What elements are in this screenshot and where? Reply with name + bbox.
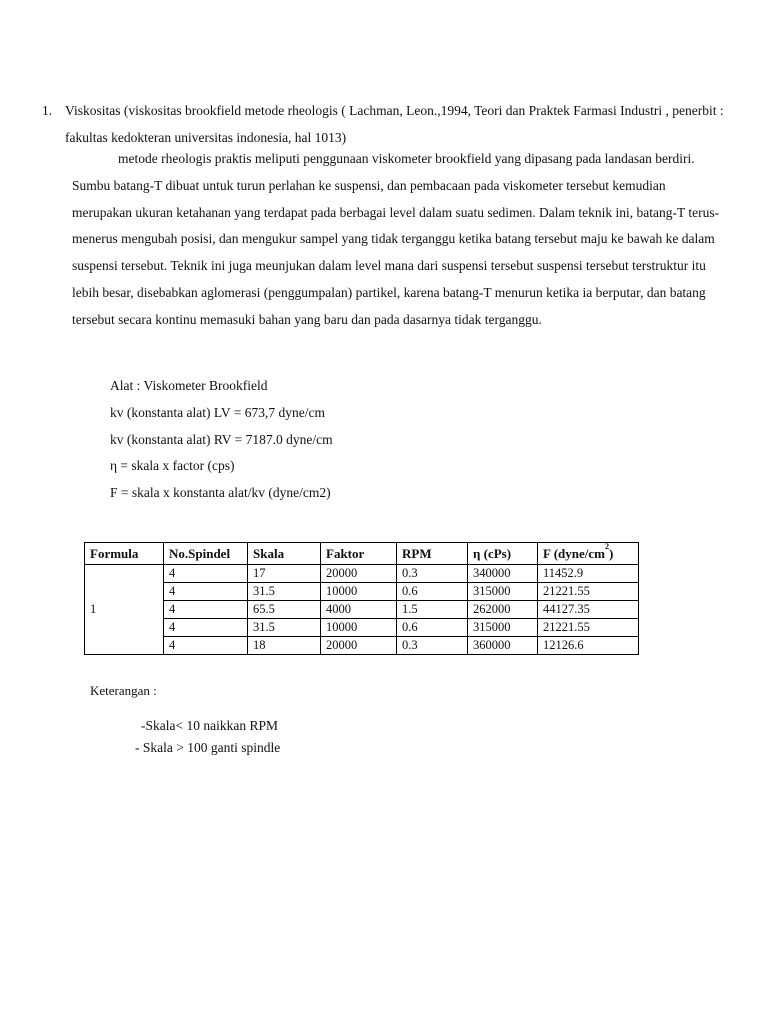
notes-list: [135, 715, 280, 758]
viscosity-table: [84, 542, 639, 655]
spec-line-alat: Alat : Viskometer Brookfield: [110, 378, 268, 393]
table-header-row: [85, 543, 639, 565]
header-rpm: RPM: [397, 543, 468, 565]
cell-spindel: 4: [164, 619, 248, 637]
cell-skala: 65.5: [248, 601, 321, 619]
header-eta: η (cPs): [468, 543, 538, 565]
cell-eta: 262000: [468, 601, 538, 619]
cell-f: 21221.55: [538, 619, 639, 637]
table-row: [85, 583, 639, 601]
header-spindel: No.Spindel: [164, 543, 248, 565]
header-f: [538, 543, 639, 565]
section-title: Viskositas (viskositas brookfield metode rheologis ( Lachman, Leon.,1994, Teori dan Praktek Farmasi Industri , penerbit : fakultas kedokteran universitas indonesia, hal 1013): [65, 103, 724, 145]
instrument-specs: [110, 373, 333, 507]
cell-rpm: 0.6: [397, 619, 468, 637]
table-row: [85, 637, 639, 655]
notes-title: Keterangan :: [90, 683, 157, 698]
cell-faktor: 10000: [321, 619, 397, 637]
header-f-label: F (dyne/cm: [543, 546, 605, 561]
formula-cell: 1: [85, 565, 164, 655]
note-item: - Skala > 100 ganti spindle: [135, 739, 281, 755]
cell-skala: 17: [248, 565, 321, 583]
cell-spindel: 4: [164, 601, 248, 619]
cell-faktor: 20000: [321, 637, 397, 655]
cell-eta: 315000: [468, 619, 538, 637]
cell-spindel: 4: [164, 637, 248, 655]
cell-f: 21221.55: [538, 583, 639, 601]
cell-eta: 360000: [468, 637, 538, 655]
cell-faktor: 4000: [321, 601, 397, 619]
header-faktor: Faktor: [321, 543, 397, 565]
cell-eta: 315000: [468, 583, 538, 601]
header-skala: Skala: [248, 543, 321, 565]
cell-skala: 31.5: [248, 583, 321, 601]
spec-line-f-formula: F = skala x konstanta alat/kv (dyne/cm2): [110, 485, 331, 501]
cell-f: 11452.9: [538, 565, 639, 583]
spec-line-eta-formula: η = skala x factor (cps): [110, 458, 235, 474]
table-row: [85, 601, 639, 619]
cell-rpm: 0.3: [397, 637, 468, 655]
cell-faktor: 20000: [321, 565, 397, 583]
cell-f: 12126.6: [538, 637, 639, 655]
note-item: -Skala< 10 naikkan RPM: [141, 718, 278, 733]
section-number: 1.: [42, 103, 53, 118]
cell-rpm: 0.6: [397, 583, 468, 601]
header-formula: Formula: [85, 543, 164, 565]
body-paragraph: metode rheologis praktis meliputi penggunaan viskometer brookfield yang dipasang pada landasan berdiri. Sumbu batang-T dibuat untuk turun perlahan ke suspensi, dan pembacaan pada viskometer tersebut kemudian merupakan ukuran ketahanan yang terdapat pada berbagai level dalam suatu sedimen. Dalam teknik ini, batang-T terus-menerus mengubah posisi, dan mengukur sampel yang tidak terganggu ketika batang tersebut maju ke bawah ke dalam suspensi tersebut. Teknik ini juga meunjukan dalam level mana dari suspensi tersebut suspensi tersebut terstruktur itu lebih besar, disebabkan aglomerasi (penggumpalan) partikel, karena batang-T menurun ketika ia berputar, dan batang tersebut secara kontinu memasuki bahan yang baru dan pada dasarnya tidak terganggu.: [72, 151, 720, 327]
cell-rpm: 1.5: [397, 601, 468, 619]
header-f-superscript: 2: [604, 542, 609, 551]
cell-rpm: 0.3: [397, 565, 468, 583]
cell-f: 44127.35: [538, 601, 639, 619]
table-row: [85, 565, 639, 583]
cell-skala: 18: [248, 637, 321, 655]
cell-faktor: 10000: [321, 583, 397, 601]
cell-skala: 31.5: [248, 619, 321, 637]
spec-line-kv-lv: kv (konstanta alat) LV = 673,7 dyne/cm: [110, 404, 325, 420]
cell-spindel: 4: [164, 583, 248, 601]
cell-eta: 340000: [468, 565, 538, 583]
header-f-close: ): [608, 546, 614, 561]
section-heading: [42, 97, 752, 151]
cell-spindel: 4: [164, 565, 248, 583]
table-row: [85, 619, 639, 637]
spec-line-kv-rv: kv (konstanta alat) RV = 7187.0 dyne/cm: [110, 431, 333, 447]
